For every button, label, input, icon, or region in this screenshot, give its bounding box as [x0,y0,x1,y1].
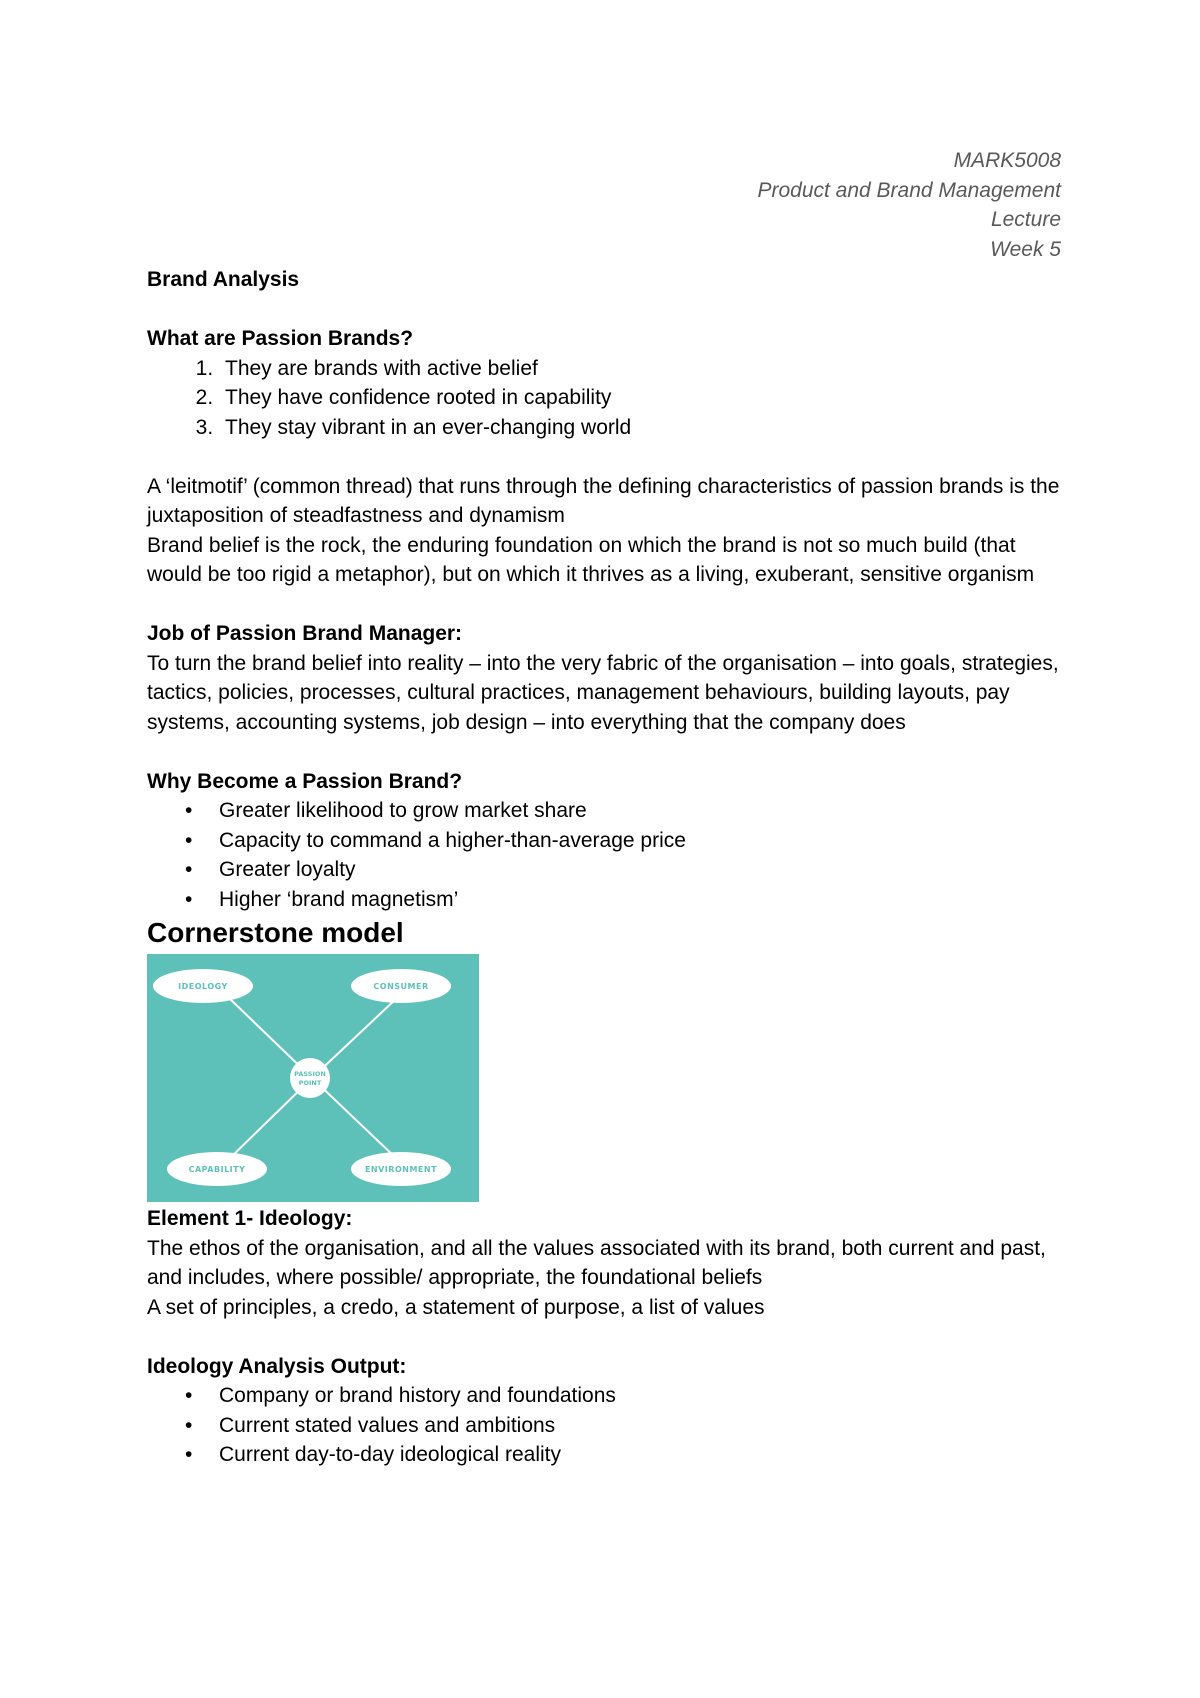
document-body [147,265,1067,1470]
list-item: • Higher ‘brand magnetism’ [147,885,1067,915]
node-label: IDEOLOGY [178,982,228,991]
why-heading: Why Become a Passion Brand? [147,769,463,793]
diagram-node-ideology [153,969,253,1003]
bullet-icon: • [185,858,193,881]
list-item: 2. They have confidence rooted in capability [219,383,1067,413]
bullet-icon: • [185,1443,193,1466]
diagram-node-center [290,1058,330,1098]
bullet-icon: • [185,887,193,911]
node-label: CAPABILITY [188,1165,246,1174]
course-code: MARK5008 [953,149,1061,172]
list-item: • Company or brand history and foundations [147,1381,1067,1411]
center-label: PASSION [294,1070,326,1078]
bullet-icon: • [185,1384,193,1407]
element1-paragraph: The ethos of the organisation, and all the values associated with its brand, both current and past, and includes, where possible/ appropriate, the foundational beliefs [147,1236,1046,1289]
bullet-icon: • [185,799,193,822]
element1-paragraph-2: A set of principles, a credo, a statement of purpose, a list of values [147,1295,765,1319]
job-heading: Job of Passion Brand Manager: [147,622,463,645]
document-title: Brand Analysis [147,268,300,291]
node-label: ENVIRONMENT [364,1165,438,1174]
ideology-output-heading: Ideology Analysis Output: [147,1354,407,1378]
why-list [147,796,1067,914]
list-item: • Current stated values and ambitions [147,1411,1067,1441]
passion-brands-heading: What are Passion Brands? [147,327,414,350]
list-item: • Greater likelihood to grow market share [147,796,1067,826]
diagram-node-consumer [351,969,451,1003]
diagram-node-environment [351,1152,451,1186]
element1-heading: Element 1- Ideology: [147,1207,353,1230]
list-item: • Greater loyalty [147,855,1067,885]
bullet-icon: • [185,1413,193,1437]
passion-brands-list [147,354,1067,443]
list-item: 3. They stay vibrant in an ever-changing world [219,413,1067,443]
leitmotif-paragraph: A ‘leitmotif’ (common thread) that runs through the defining characteristics of passion brands is the juxtaposition of steadfastness and dynamism [147,474,1060,527]
list-item: • Capacity to command a higher-than-average price [147,826,1067,856]
document-type: Lecture [990,208,1061,231]
course-name: Product and Brand Management [757,178,1061,202]
center-label: POINT [298,1079,322,1087]
node-label: CONSUMER [373,982,429,991]
list-item: • Current day-to-day ideological reality [147,1440,1067,1470]
ideology-output-list [147,1381,1067,1470]
diagram-node-capability [167,1152,267,1186]
job-paragraph: To turn the brand belief into reality – into the very fabric of the organisation – into goals, strategies, tactics, policies, processes, cultural practices, management behaviours, building layouts, pay systems, accounting systems, job design – into everything that the company does [147,651,1059,734]
cornerstone-heading: Cornerstone model [147,917,404,948]
brand-belief-paragraph: Brand belief is the rock, the enduring foundation on which the brand is not so much build (that would be too rigid a metaphor), but on which it thrives as a living, exuberant, sensitive organism [147,533,1035,586]
document-header [757,146,1061,264]
week-label: Week 5 [990,237,1061,261]
list-item: 1. They are brands with active belief [219,354,1067,384]
bullet-icon: • [185,828,193,852]
cornerstone-diagram [147,954,479,1202]
